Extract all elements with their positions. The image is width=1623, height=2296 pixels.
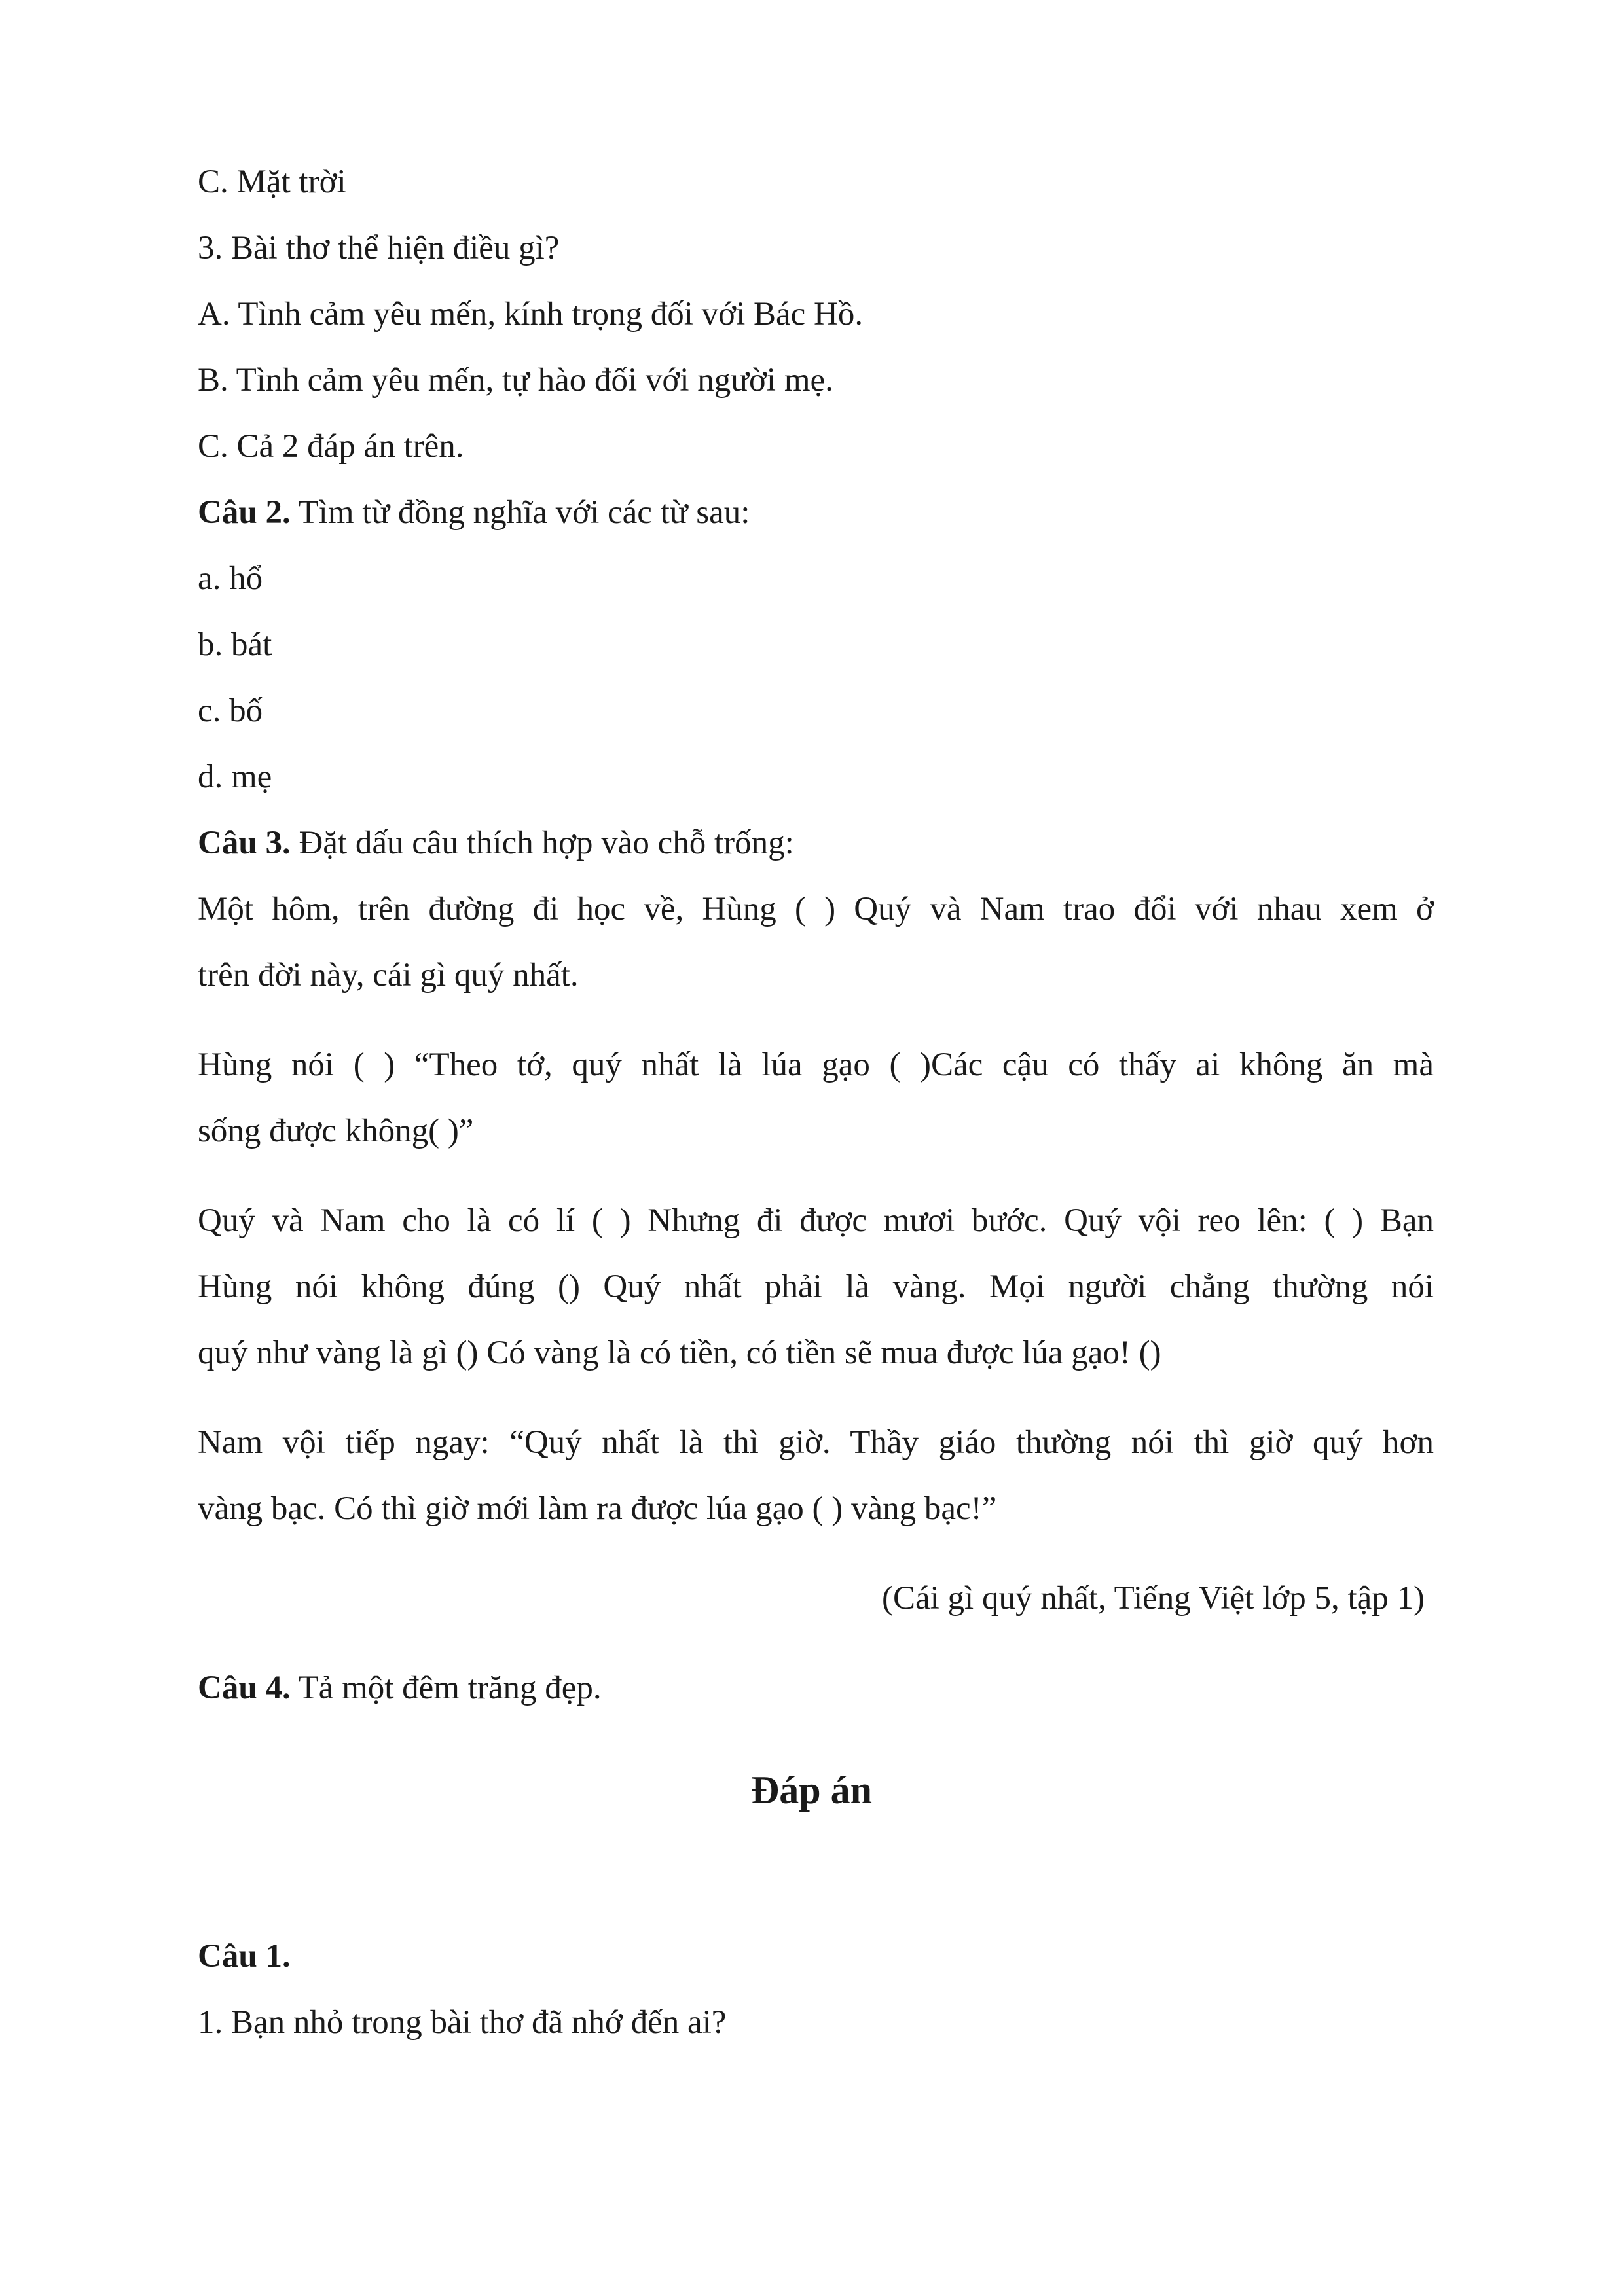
question-3-option-b: B. Tình cảm yêu mến, tự hào đối với người mẹ. [198,362,833,399]
cau-3-paragraph-3-line-2: Hùng nói không đúng () Quý nhất phải là vàng. Mọi người chẳng thường nói [198,1268,1434,1305]
cau-2-item-a: a. hổ [198,560,263,597]
cau-2-item-b: b. bát [198,626,272,663]
answers-cau-1-label: Câu 1. [198,1938,291,1975]
cau-3-text: Đặt dấu câu thích hợp vào chỗ trống: [290,825,794,861]
question-3-option-c: C. Cả 2 đáp án trên. [198,428,464,465]
question-3: 3. Bài thơ thể hiện điều gì? [198,230,560,266]
cau-3-heading [198,823,794,863]
cau-3-label: Câu 3. [198,825,291,861]
cau-2-heading [198,493,750,532]
answers-title: Đáp án [750,1768,873,1812]
cau-3-source: (Cái gì quý nhất, Tiếng Việt lớp 5, tập 1) [881,1580,1425,1617]
cau-4-label: Câu 4. [198,1670,291,1706]
cau-2-text: Tìm từ đồng nghĩa với các từ sau: [290,494,750,531]
cau-3-paragraph-3-line-3: quý như vàng là gì () Có vàng là có tiền, có tiền sẽ mua được lúa gạo! () [198,1335,1161,1371]
cau-4-heading [198,1668,602,1708]
cau-3-paragraph-4-line-1: Nam vội tiếp ngay: “Quý nhất là thì giờ. Thầy giáo thường nói thì giờ quý hơn [198,1424,1434,1461]
cau-3-paragraph-4-line-2: vàng bạc. Có thì giờ mới làm ra được lúa gạo ( ) vàng bạc!” [198,1490,997,1527]
cau-3-paragraph-2-line-2: sống được không( )” [198,1113,474,1149]
answers-question-1: 1. Bạn nhỏ trong bài thơ đã nhớ đến ai? [198,2004,727,2041]
cau-2-item-d: d. mẹ [198,759,272,795]
question-3-option-a: A. Tình cảm yêu mến, kính trọng đối với Bác Hồ. [198,296,864,332]
cau-4-text: Tả một đêm trăng đẹp. [290,1670,602,1706]
cau-3-paragraph-1-line-1: Một hôm, trên đường đi học về, Hùng ( ) Quý và Nam trao đổi với nhau xem ở [198,891,1434,927]
cau-3-paragraph-1-line-2: trên đời này, cái gì quý nhất. [198,957,579,994]
cau-3-paragraph-3-line-1: Quý và Nam cho là có lí ( ) Nhưng đi được mươi bước. Quý vội reo lên: ( ) Bạn [198,1202,1434,1239]
option-c-sun: C. Mặt trời [198,164,346,200]
cau-2-label: Câu 2. [198,494,291,531]
cau-3-paragraph-2-line-1: Hùng nói ( ) “Theo tớ, quý nhất là lúa gạo ( )Các cậu có thấy ai không ăn mà [198,1047,1434,1083]
cau-2-item-c: c. bố [198,692,263,729]
